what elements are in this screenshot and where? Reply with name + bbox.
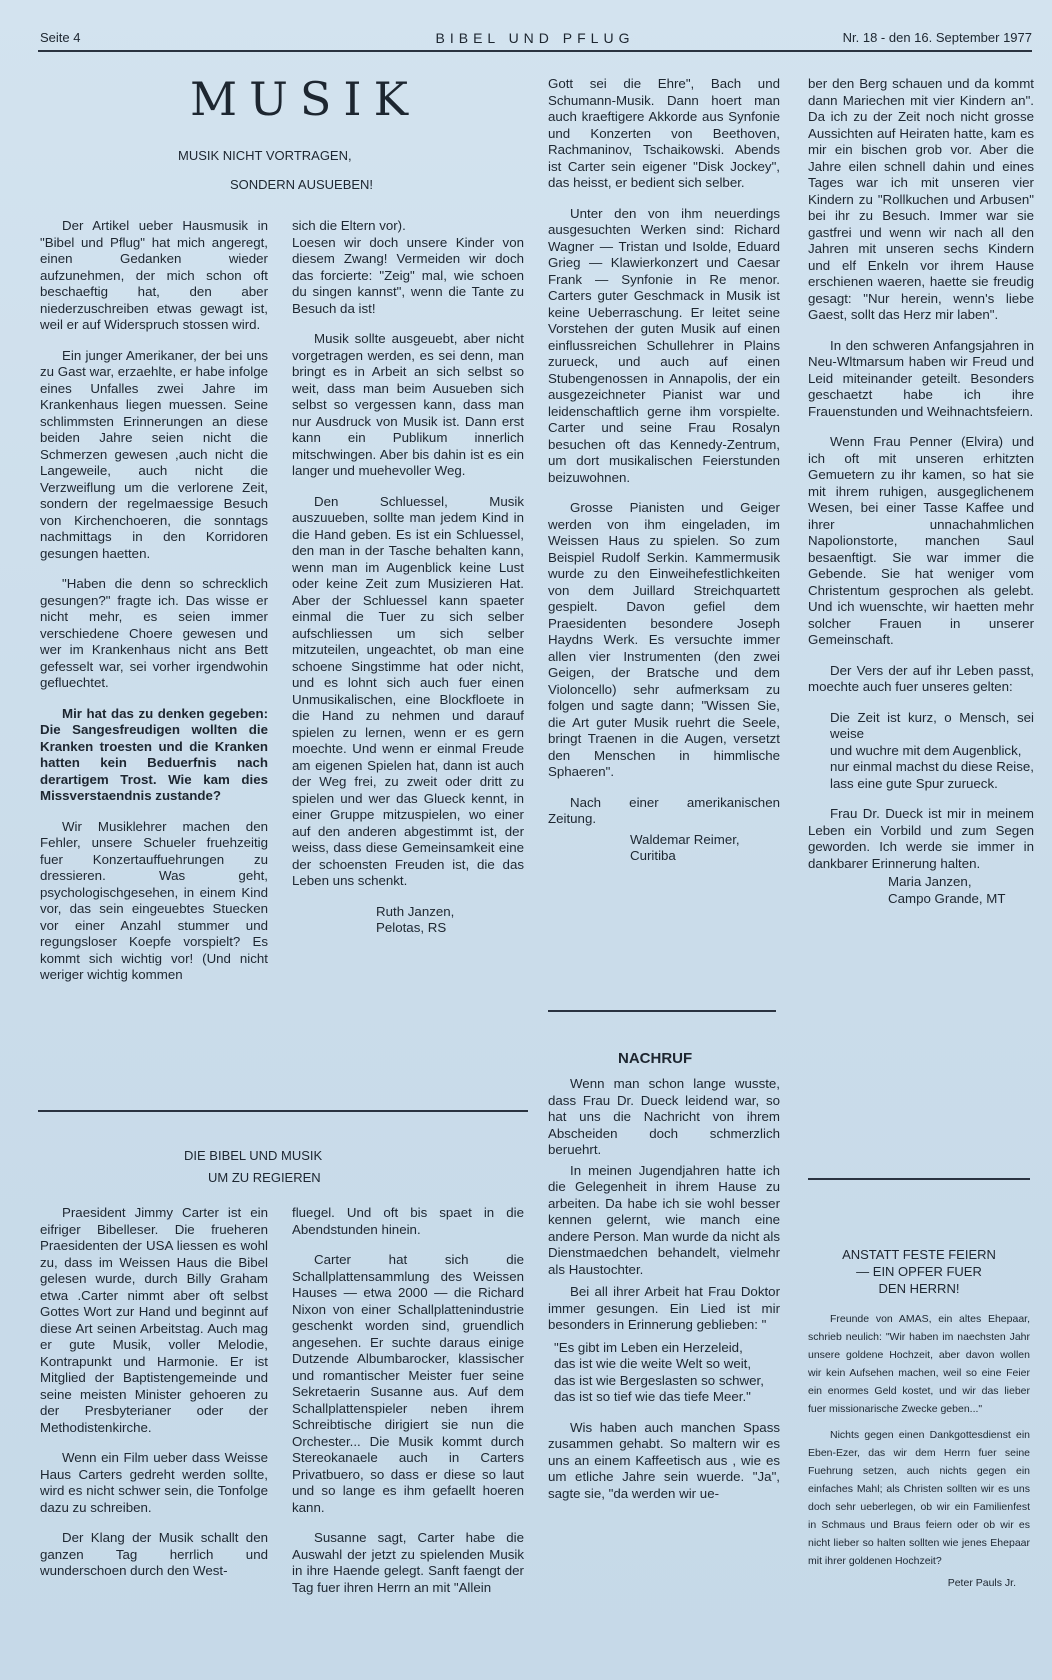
- page-number: Seite 4: [40, 30, 81, 45]
- paragraph: fluegel. Und oft bis spaet in die Abendstunden hinein.: [292, 1205, 524, 1237]
- bibel-title-2: UM ZU REGIEREN: [208, 1170, 321, 1185]
- paragraph: Nichts gegen einen Dankgottesdienst ein Eben-Ezer, das wir dem Herrn fuer seine Fuehrung setzen, auch nichts gegen ein einfaches Mahl; als Christen sollten wir es uns doch sehr ueberlegen, ob wir ein Familienfest in Schmaus und Braus feiern oder ob wir es nicht lieber so halten sollten wie jenes Ehepaar mit ihrer goldenen Hochzeit?: [808, 1429, 1030, 1567]
- paragraph: Wenn Frau Penner (Elvira) und ich oft mit unseren erhitzten Gemuetern zu ihr kamen, so hat sie mit ihrem ruhigen, ausgeglichenem Wesen, bei einer Tasse Kaffee und ihrer unnachahmlichen Napolionstorte, manchen Saul besaenftigt. Sie war immer die Gebende. Sie hat weniger vom Christentum gesprochen als gelebt. Und ich wuenschte, wir haetten mehr solcher Frauen in unserer Gemeinschaft.: [808, 434, 1034, 647]
- divider: [548, 1010, 776, 1012]
- musik-subtitle-2: SONDERN AUSUEBEN!: [230, 177, 374, 192]
- anstatt-column: [808, 1310, 1030, 1592]
- paragraph: Grosse Pianisten und Geiger werden von ihm eingeladen, im Weissen Haus zu spielen. So zum Beispiel Rudolf Serkin. Kammermusik wurde zu den Einweihefestlichkeiten von dem Juillard Streichquartett gespielt. Davon gefiel dem Praesidenten besondere Joseph Haydns Werk. Es versuchte immer allen vier Instrumenten (den zwei Geigen, der Bratsche und dem Violoncello) sehr aufmerksam zu folgen und sagte dann; "Wissen Sie, die Art guter Musik ruehrt die Seele, bringt Traenen in die Augen, versetzt den Menschen in himmlische Sphaeren".: [548, 500, 780, 779]
- signature-name: Waldemar Reimer,: [630, 831, 740, 847]
- publication-title: BIBEL UND PFLUG: [435, 30, 635, 46]
- musik-subtitle-1: MUSIK NICHT VORTRAGEN,: [178, 148, 352, 163]
- anstatt-title-line-3: DEN HERRN!: [878, 1281, 960, 1296]
- carter-continuation-column: [548, 76, 780, 865]
- divider: [808, 1178, 1030, 1180]
- musik-title: MUSIK: [190, 72, 420, 126]
- musik-column-2: [292, 218, 524, 937]
- paragraph: In meinen Jugendjahren hatte ich die Gelegenheit in ihrem Hause zu arbeiten. Da habe ich sie wohl besser kennen gelernt, wie manch eine andere Person. Man wurde da nicht als Dienstmaedchen behandelt, vielmehr als Haustochter.: [548, 1162, 780, 1277]
- paragraph: "Haben die denn so schrecklich gesungen?" fragte ich. Das wisse er nicht mehr, es seien immer verschiedene Choere gewesen und wer im Krankenhaus nicht ans Bett gefesselt war, sei vorher irgendwohin gefluechtet.: [40, 576, 268, 690]
- musik-signature: [376, 904, 524, 937]
- nachruf-column: [548, 1076, 780, 1516]
- signature-place: Pelotas, RS: [376, 920, 447, 935]
- maria-signature: [888, 874, 1034, 907]
- carter-signature: [630, 832, 780, 865]
- nachruf-continuation-column: [808, 76, 1034, 907]
- signature-name: Ruth Janzen,: [376, 903, 455, 919]
- paragraph: Carter hat sich die Schallplattensammlung des Weissen Hauses — etwa 2000 — die Richard Nixon von einer Schallplattenindustrie geschenkt worden sind, gruendlich angesehen. Er suchte daraus einige Dutzende Albumbarocker, klassischer und romantischer Meister fuer seine Sekretaerin Susanne aus. Auf dem Schallplattenspieler neben ihrem Schreibtische dirigiert sie nun die Orchester... Die Musik kommt durch Stereokanaele auch in Carters Privatbuero, so dass er diese so laut und so lange es ihm gefaellt hoeren kann.: [292, 1252, 524, 1515]
- signature-place: Campo Grande, MT: [888, 890, 1006, 906]
- paragraph: Freunde von AMAS, ein altes Ehepaar, schrieb neulich: "Wir haben im naechsten Jahr unsere goldene Hochzeit, aber davon wollen wir kein Aufsehen machen, weil so eine Feier ein enormes Geld kostet, und wir das lieber fuer missionarische Zwecke geben...": [808, 1313, 1030, 1415]
- paragraph: Wir Musiklehrer machen den Fehler, unsere Schueler fruehzeitig fuer Konzertauffuehrungen zu dressieren. Was geht, psychologischgesehen, in einem Kind vor, das sein eingeuebtes Stuecken vor einer Anzahl stummer und regungsloser Koepfe vorspielt? Es kommt sich wichtig vor! (Und nicht weriger wichtig kommen: [40, 818, 268, 982]
- page-header: [38, 28, 1032, 52]
- bibel-column-2: [292, 1205, 524, 1610]
- paragraph: Musik sollte ausgeuebt, aber nicht vorgetragen werden, es sei denn, man bringt es in Arbeit an sich selbst so weit, dass man beim Ausueben sich selbst so vergessen kann, dass man nur Ausdruck von Musik ist. Dann erst kann ein Publikum innerlich mitschwingen. Aber bis dahin ist es ein langer und muehevoller Weg.: [292, 331, 524, 478]
- paragraph: Frau Dr. Dueck ist mir in meinem Leben ein Vorbild und zum Segen geworden. Ich werde sie immer in dankbarer Erinnerung halten.: [808, 806, 1034, 871]
- bibel-column-1: [40, 1205, 268, 1594]
- verse-poem: Die Zeit ist kurz, o Mensch, sei weise und wuchre mit dem Augenblick, nur einmal machst du diese Reise, lass eine gute Spur zurueck.: [830, 709, 1034, 791]
- paragraph: Bei all ihrer Arbeit hat Frau Doktor immer gesungen. Ein Lied ist mir besonders in Erinnerung geblieben: ": [548, 1284, 780, 1332]
- paragraph: Praesident Jimmy Carter ist ein eifriger Bibelleser. Die frueheren Praesidenten der USA liessen es wohl zu, dass im Weissen Haus die Bibel gelesen wurde, durch Billy Graham etwa .Carter nimmt aber oft selbst Gottes Wort zur Hand und beginnt auf diese Art seinen Arbeitstag. Auch mag er gute Musik, voller Melodie, Kontrapunkt und Harmonie. Er ist Mitglied der Baptistengemeinde und seine meisten Minister gehoeren zu der Presbyterianer oder der Methodistenkirche.: [40, 1205, 268, 1435]
- paragraph: Wenn ein Film ueber dass Weisse Haus Carters gedreht werden sollte, wird es nicht schwer sein, die Tonfolge dazu zu schreiben.: [40, 1450, 268, 1515]
- paragraph: In den schweren Anfangsjahren in Neu-Wltmarsum haben wir Freud und Leid miteinander geteilt. Besonders geschaetzt habe ich ihre Frauenstunden und Weihnachtsfeiern.: [808, 337, 1034, 419]
- paragraph: Susanne sagt, Carter habe die Auswahl der jetzt zu spielenden Musik in ihre Haende gelegt. Sanft faengt der Tag fuer ihren Herrn an mit "Allein: [292, 1530, 524, 1595]
- paragraph: Der Artikel ueber Hausmusik in "Bibel und Pflug" hat mich angeregt, einen Gedanken wieder aufzunehmen, der mich schon oft beschaeftig hat, den aber niederzuschreiben etwas gewagt ist, weil er auf Widerspruch stossen wird.: [40, 218, 268, 332]
- issue-date: Nr. 18 - den 16. September 1977: [842, 30, 1032, 45]
- anstatt-title-line-1: ANSTATT FESTE FEIERN: [842, 1247, 996, 1262]
- divider: [38, 1110, 528, 1112]
- paragraph: Mir hat das zu denken gegeben: Die Sangesfreudigen wollten die Kranken troesten und die Kranken hatten kein Beduerfnis nach derartigem Trost. Wie kam dies Missverstaendnis zustande?: [40, 705, 268, 803]
- paragraph: Nach einer amerikanischen Zeitung.: [548, 794, 780, 826]
- bibel-title-1: DIE BIBEL UND MUSIK: [184, 1148, 323, 1163]
- anstatt-title: [808, 1246, 1030, 1297]
- paragraph: sich die Eltern vor). Loesen wir doch unsere Kinder von diesem Zwang! Vermeiden wir doch das forcierte: "Zeig" mal, wie schoen du singen kannst", wenn die Tante zu Besuch da ist!: [292, 218, 524, 316]
- signature-name: Maria Janzen,: [888, 874, 972, 889]
- paragraph: Unter den von ihm neuerdings ausgesuchten Werken sind: Richard Wagner — Tristan und Isolde, Eduard Grieg — Klawierkonzert und Caesar Frank — Synfonie in Re menor. Carters guter Geschmack in Musik ist keine Ueberraschung. Er leitet seine Vorstehen der guten Musik auf einen einflussreichen Schullehrer in Plains zurueck, und auch auf einen Stubengenossen in Annapolis, der ein ausgezeichneter Pianist war und leidenschaftlich gerne ihm vorspielte. Carter und seine Frau Rosalyn besuchen oft das Kennedy-Zentrum, um dort musikalischen Feierstunden beizuwohnen.: [548, 205, 780, 485]
- signature-place: Curitiba: [630, 848, 676, 863]
- paragraph: Der Klang der Musik schallt den ganzen Tag herrlich und wunderschoen durch den West-: [40, 1530, 268, 1578]
- musik-column-1: [40, 218, 268, 998]
- nachruf-poem: "Es gibt im Leben ein Herzeleid, das ist wie die weite Welt so weit, das ist wie Bergeslasten so schwer, das ist so tief wie das tiefe Meer.": [554, 1339, 764, 1404]
- paragraph: Wis haben auch manchen Spass zusammen gehabt. So maltern wir es uns an einem Kaffeetisch aus , wie es um etliche Jahre sein wuerde. "Ja", sagte sie, "da werden wir ue-: [548, 1419, 780, 1501]
- anstatt-title-line-2: — EIN OPFER FUER: [856, 1264, 982, 1279]
- nachruf-title: NACHRUF: [618, 1050, 693, 1067]
- paragraph: Den Schluessel, Musik auszuueben, sollte man jedem Kind in die Hand geben. Es ist ein Schluessel, den man in der Tasche behalten kann, wenn man im Augenblick keine Lust oder keine Zeit zum Musizieren Hat. Aber der Schluessel kann spaeter einmal die Tuer zu sich selber aufschliessen um sich selber mitzuteilen, ungeachtet, ob man eine schoene Singstimme hat oder nicht, und es lohnt sich auch fuer einen Unmusikalischen, eine Blockfloete in die Hand zu nehmen und darauf spielen zu lernen, wenn er es gern moechte. Und wenn er einmal Freude am eigenen Spielen hat, dann ist auch der Weg frei, zu zweit oder dritt zu spielen und wer das Glueck kennt, in einer Gruppe mitzuspielen, wo einer auf den anderen abgestimmt ist, der weiss, dass diese Gemeinsamkeit eine der schoensten Freuden ist, die das Leben uns schenkt.: [292, 493, 524, 888]
- paragraph: ber den Berg schauen und da kommt dann Mariechen mit vier Kindern an". Da ich zu der Zeit noch nicht grosse Aussichten auf Heiraten hatte, kam es mir ein bischen grob vor. Aber die Jahre eilen schnell dahin und eines Tages war ich mit unseren vier Kindern zu "Rollkuchen und Arbusen" bei ihr zu Besuch. Immer war sie gastfrei und wenn wir nach all den Jahren mit unseren sechs Kindern und elf Enkeln vor ihrem Hause erschienen waeren, haette sie freudig gesagt: "Nur herein, wenn's liebe Gaest, sollt das Herz mir laben".: [808, 76, 1034, 322]
- paragraph: Der Vers der auf ihr Leben passt, moechte auch fuer unseres gelten:: [808, 662, 1034, 694]
- paragraph: Gott sei die Ehre", Bach und Schumann-Musik. Dann hoert man auch kraeftigere Akkorde aus Synfonie und Konzerten von Beethoven, Rachmaninov, Tschaikowski. Abends ist Carter sein eigener "Disk Jockey", das heisst, er bedient sich selber.: [548, 76, 780, 190]
- paragraph: Ein junger Amerikaner, der bei uns zu Gast war, erzaehlte, er habe infolge eines Unfalles zwei Jahre im Krankenhaus liegen muessen. Seine schlimmsten Erinnerungen an diese beiden Jahre seien nicht die Schmerzen gewesen ,auch nicht die Langeweile, auch nicht die Verzweiflung um die verlorene Zeit, sondern der regelmaessige Besuch von Kirchenchoeren, die sonntags nachmittags in den Korridoren gesungen haetten.: [40, 347, 268, 561]
- anstatt-signature: Peter Pauls Jr.: [947, 1577, 1016, 1589]
- paragraph: Wenn man schon lange wusste, dass Frau Dr. Dueck leidend war, so hat uns die Nachricht von ihrem Abscheiden doch schmerzlich beruehrt.: [548, 1076, 780, 1157]
